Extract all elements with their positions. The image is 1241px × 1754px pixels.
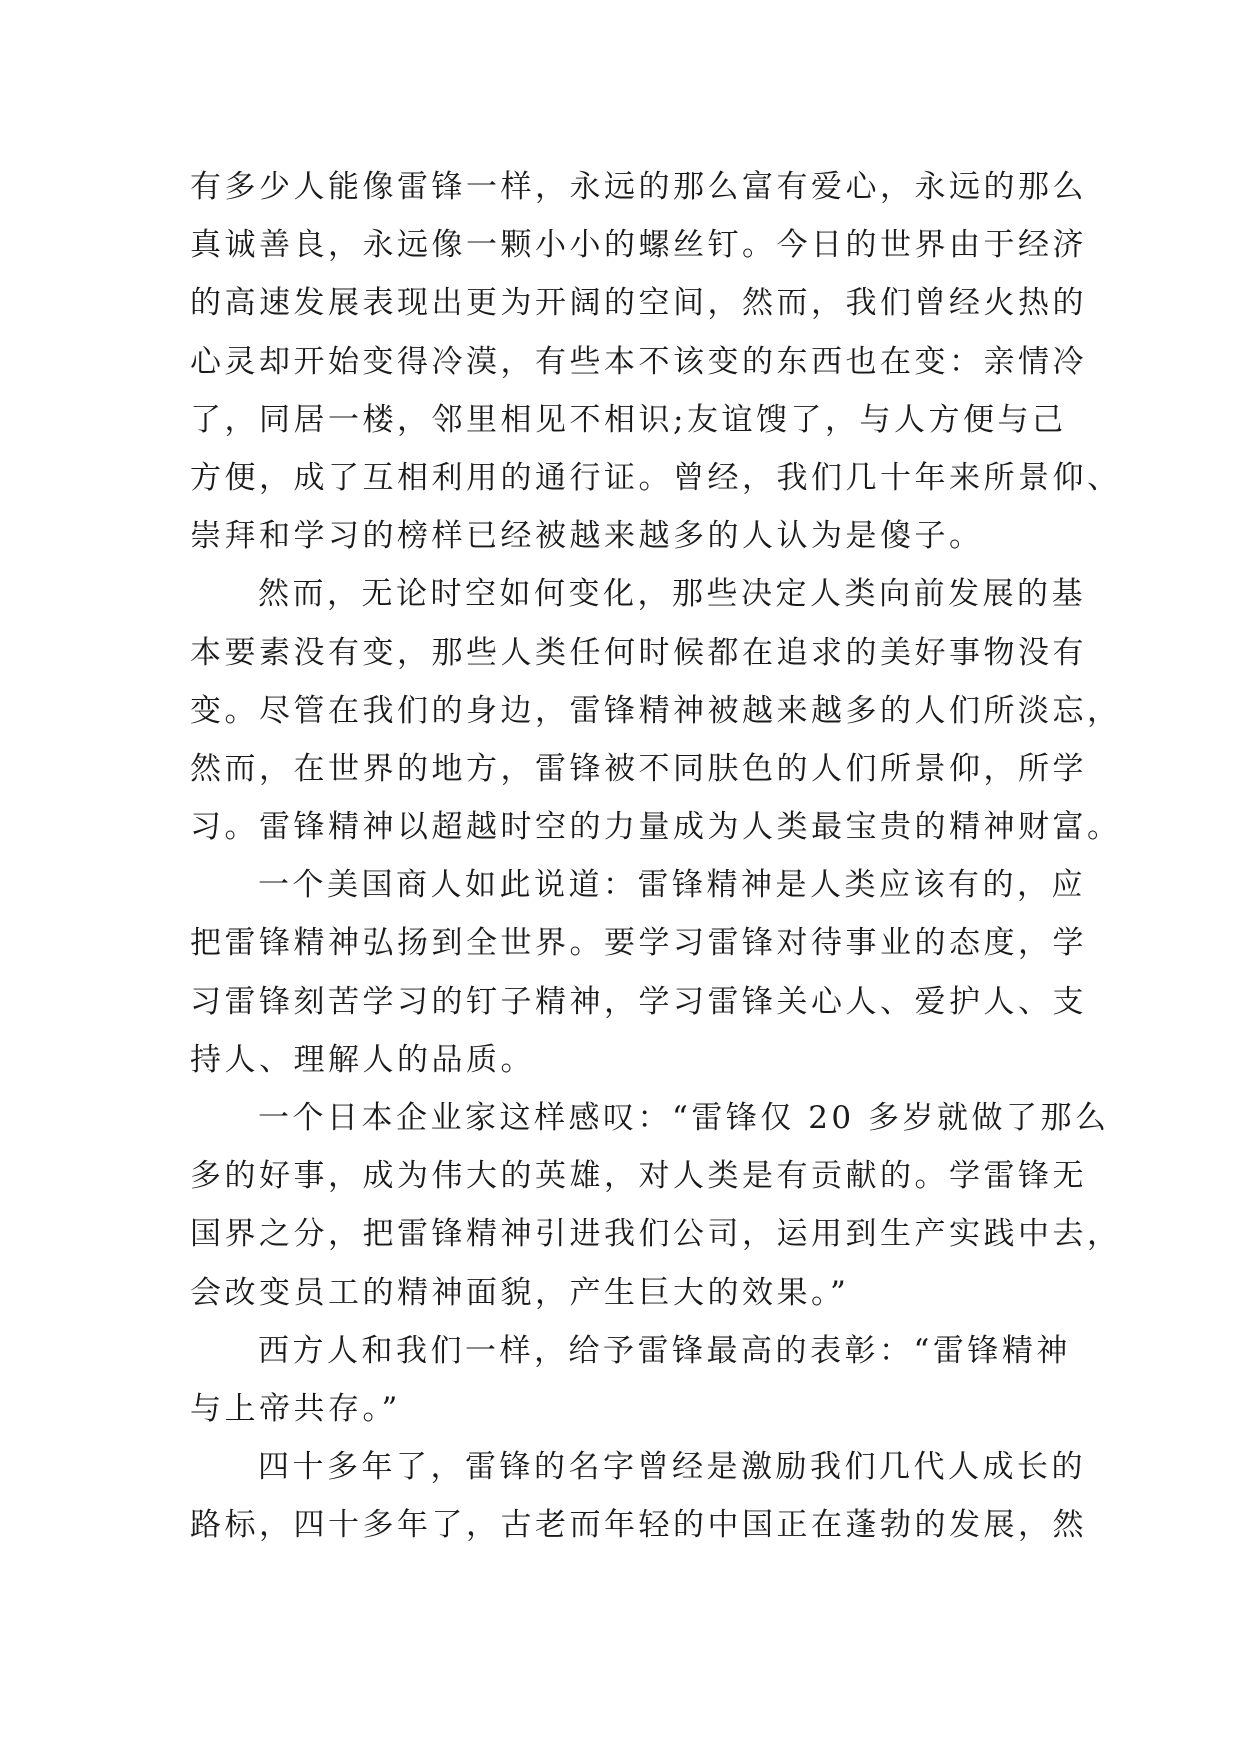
text-line: 心灵却开始变得冷漠，有些本不该变的东西也在变：亲情冷 (190, 343, 1087, 380)
text-line: 本要素没有变，那些人类任何时候都在追求的美好事物没有 (190, 634, 1087, 671)
body-text (190, 158, 1122, 1555)
text-line: 了，同居一楼，邻里相见不相识;友谊馊了，与人方便与己 (190, 401, 1067, 438)
text-line: 习雷锋刻苦学习的钉子精神，学习雷锋关心人、爱护人、支 (190, 983, 1087, 1020)
text-line: 一个日本企业家这样感叹：“雷锋仅 20 多岁就做了那么 (258, 1100, 1110, 1136)
text-line: 崇拜和学习的榜样已经被越来越多的人认为是傻子。 (190, 518, 984, 555)
text-line: 一个美国商人如此说道：雷锋精神是人类应该有的，应 (258, 867, 1086, 904)
text-line: 方便，成了互相利用的通行证。曾经，我们几十年来所景仰、 (190, 459, 1122, 496)
text-line: 西方人和我们一样，给予雷锋最高的表彰：“雷锋精神 (258, 1332, 1071, 1369)
text-line: 持人、理解人的品质。 (190, 1041, 535, 1078)
text-line: 习。雷锋精神以超越时空的力量成为人类最宝贵的精神财富。 (190, 809, 1122, 846)
text-line: 四十多年了，雷锋的名字曾经是激励我们几代人成长的 (258, 1449, 1086, 1486)
text-line: 多的好事，成为伟大的英雄，对人类是有贡献的。学雷锋无 (190, 1158, 1087, 1195)
text-line: 路标，四十多年了，古老而年轻的中国正在蓬勃的发展，然 (190, 1507, 1087, 1544)
text-line: 然而，无论时空如何变化，那些决定人类向前发展的基 (258, 576, 1086, 613)
text-line: 会改变员工的精神面貌，产生巨大的效果。” (190, 1274, 850, 1311)
text-line: 真诚善良，永远像一颗小小的螺丝钉。今日的世界由于经济 (190, 227, 1087, 264)
text-line: 变。尽管在我们的身边，雷锋精神被越来越多的人们所淡忘， (190, 692, 1122, 729)
text-line: 与上帝共存。” (190, 1390, 401, 1427)
text-line: 把雷锋精神弘扬到全世界。要学习雷锋对待事业的态度，学 (190, 925, 1087, 962)
text-line: 国界之分，把雷锋精神引进我们公司，运用到生产实践中去， (190, 1216, 1122, 1253)
text-line: 有多少人能像雷锋一样，永远的那么富有爱心，永远的那么 (190, 169, 1087, 205)
text-line: 的高速发展表现出更为开阔的空间，然而，我们曾经火热的 (190, 285, 1087, 322)
text-line: 然而，在世界的地方，雷锋被不同肤色的人们所景仰，所学 (190, 750, 1087, 787)
